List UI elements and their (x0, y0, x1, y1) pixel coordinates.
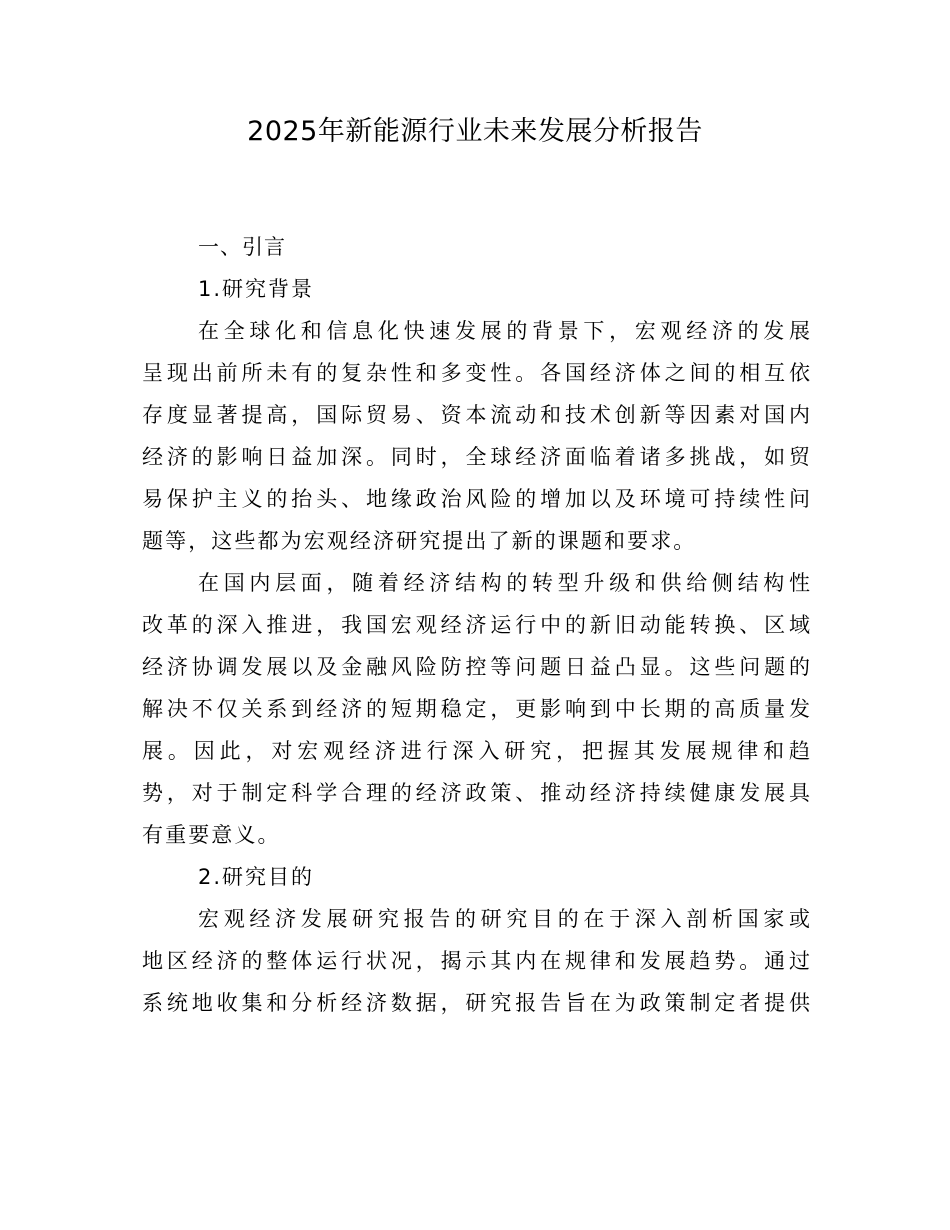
paragraph-line: 经济协调发展以及金融风险防控等问题日益凸显。这些问题的 (142, 655, 810, 679)
paragraph-line: 经济的影响日益加深。同时，全球经济面临着诸多挑战，如贸 (142, 445, 810, 469)
paragraph-line: 地区经济的整体运行状况，揭示其内在规律和发展趋势。通过 (142, 949, 810, 973)
paragraph-domestic-background (142, 562, 810, 856)
paragraph-line: 存度显著提高，国际贸易、资本流动和技术创新等因素对国内 (142, 403, 810, 427)
document-body (142, 226, 810, 1024)
section-heading-introduction: 一、引言 (198, 235, 286, 259)
paragraph-line: 宏观经济发展研究报告的研究目的在于深入剖析国家或 (198, 907, 810, 931)
paragraph-line: 呈现出前所未有的复杂性和多变性。各国经济体之间的相互依 (142, 361, 810, 385)
paragraph-research-purpose (142, 898, 810, 1024)
paragraph-line: 系统地收集和分析经济数据，研究报告旨在为政策制定者提供 (142, 991, 810, 1015)
subsection-heading-research-background: 1.研究背景 (198, 277, 315, 301)
paragraph-line: 有重要意义。 (142, 823, 281, 847)
paragraph-line: 展。因此，对宏观经济进行深入研究，把握其发展规律和趋 (142, 739, 810, 763)
paragraph-line: 解决不仅关系到经济的短期稳定，更影响到中长期的高质量发 (142, 697, 810, 721)
paragraph-line: 势，对于制定科学合理的经济政策、推动经济持续健康发展具 (142, 781, 810, 805)
document-title: 2025年新能源行业未来发展分析报告 (247, 116, 703, 147)
paragraph-line: 题等，这些都为宏观经济研究提出了新的课题和要求。 (142, 529, 697, 553)
paragraph-line: 易保护主义的抬头、地缘政治风险的增加以及环境可持续性问 (142, 487, 810, 511)
subsection-heading-research-purpose: 2.研究目的 (198, 865, 315, 889)
paragraph-global-background (142, 310, 810, 562)
paragraph-line: 改革的深入推进，我国宏观经济运行中的新旧动能转换、区域 (142, 613, 810, 637)
paragraph-line: 在国内层面，随着经济结构的转型升级和供给侧结构性 (198, 571, 810, 595)
paragraph-line: 在全球化和信息化快速发展的背景下，宏观经济的发展 (198, 319, 810, 343)
